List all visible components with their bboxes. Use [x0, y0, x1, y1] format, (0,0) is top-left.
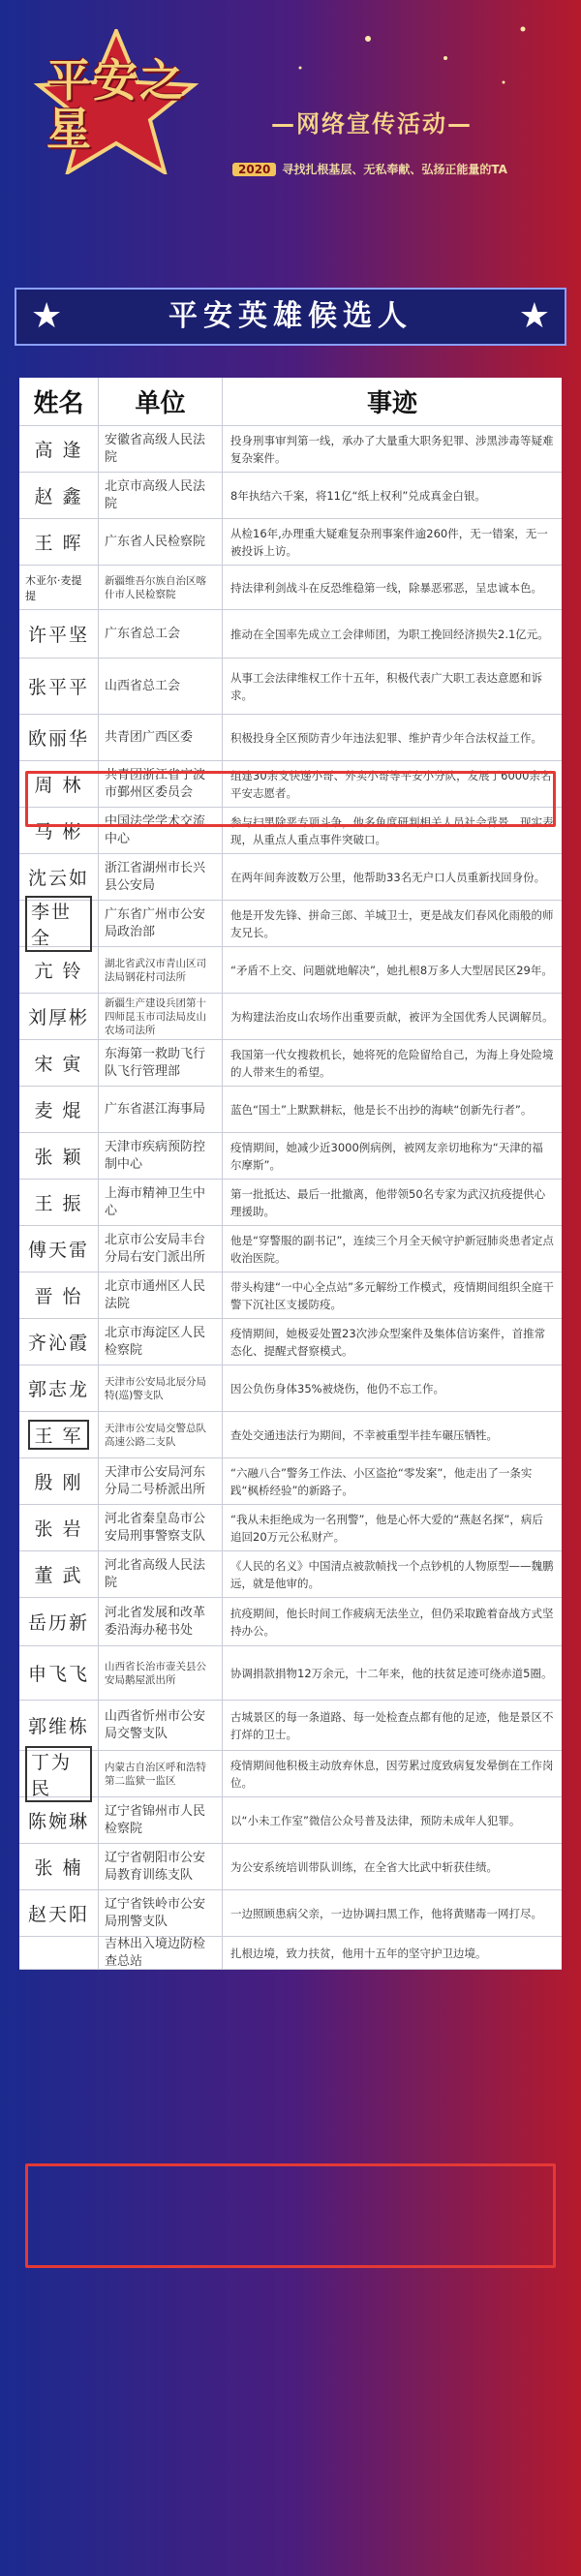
table-row [19, 1226, 562, 1273]
candidate-name-text: 殷 刚 [34, 1472, 83, 1493]
table-row [19, 1551, 562, 1598]
candidate-name-text: 宋 寅 [34, 1054, 83, 1075]
candidate-name [19, 947, 99, 993]
table-row [19, 994, 562, 1040]
candidate-deed: 投身刑事审判第一线，承办了大量重大职务犯罪、涉黑涉毒等疑难复杂案件。 [230, 433, 554, 465]
candidate-unit: 天津市疾病预防控制中心 [99, 1133, 223, 1179]
candidate-name-text: 晋 怡 [34, 1286, 83, 1307]
candidate-unit: 北京市海淀区人民检察院 [99, 1319, 223, 1365]
candidate-name [19, 1598, 99, 1645]
candidate-name-text: 亢 铃 [34, 961, 83, 982]
candidate-deed: 《人民的名义》中国清点被款帧找一个点钞机的人物原型——魏鹏远，就是他审的。 [230, 1558, 554, 1590]
candidate-name [19, 610, 99, 658]
candidate-name-text: 齐沁霞 [27, 1333, 89, 1354]
table-row [19, 519, 562, 566]
candidate-deed: 持法律利剑战斗在反恐维稳第一线，除暴恶邪恶，呈忠诚本色。 [230, 580, 542, 595]
left-star-icon: ★ [31, 296, 63, 336]
candidate-deed: 他是“穿警服的副书记”，连续三个月全天候守护新冠肺炎患者定点收治医院。 [230, 1233, 554, 1265]
candidate-deed: 我国第一代女搜救机长，她将死的危险留给自己，为海上身处险境的人带来生的希望。 [230, 1047, 554, 1079]
table-row [19, 610, 562, 659]
candidate-name-text: 欧丽华 [27, 728, 89, 750]
table-row [19, 1844, 562, 1890]
candidate-name [19, 519, 99, 565]
candidate-deed: 古城景区的每一条道路、每一处检查点都有他的足迹，他是景区不打烊的卫士。 [230, 1709, 554, 1741]
candidate-unit: 广东省广州市公安局政治部 [99, 901, 223, 946]
candidate-unit: 新疆生产建设兵团第十四师昆玉市司法局皮山农场司法所 [99, 994, 223, 1039]
candidate-name [19, 1844, 99, 1889]
table-row [19, 715, 562, 761]
candidate-name-text: 郭志龙 [27, 1379, 89, 1400]
candidate-deed: 从事工会法律维权工作十五年，积极代表广大职工表达意愿和诉求。 [230, 670, 542, 702]
candidate-deed: 抗疫期间，他长时间工作疲病无法坐立，但仍采取跪着奋战方式坚持办公。 [230, 1606, 554, 1638]
candidate-name [19, 1551, 99, 1597]
candidate-name-text: 王 振 [34, 1193, 83, 1214]
table-header [19, 378, 562, 426]
header-deed: 事迹 [366, 389, 417, 418]
table-row [19, 1040, 562, 1087]
candidate-deed: 一边照顾患病父亲，一边协调扫黑工作，他将黄赌毒一网打尽。 [230, 1906, 542, 1920]
candidate-name-text: 张平平 [27, 677, 89, 698]
candidate-name-text: 王 晖 [34, 533, 83, 554]
candidate-name [19, 1226, 99, 1272]
candidate-unit: 山西省总工会 [99, 659, 223, 714]
table-row [19, 854, 562, 901]
candidate-deed: “矛盾不上交、问题就地解决”，她扎根8万多人大型居民区29年。 [230, 963, 553, 977]
candidate-deed: 为公安系统培训带队训练，在全省大比武中斩获佳绩。 [230, 1859, 498, 1874]
candidate-table [19, 378, 562, 1970]
candidate-unit: 辽宁省铁岭市公安局刑警支队 [99, 1890, 223, 1936]
candidate-deed: “我从未拒绝成为一名刑警”，他是心怀大爱的“燕赵名探”，病后追回20万元公私财产。 [230, 1512, 543, 1544]
candidate-name-text: 赵 鑫 [34, 486, 83, 507]
candidate-name [19, 1319, 99, 1365]
candidate-deed: 8年执结六千案，将11亿“纸上权利”兑成真金白银。 [230, 488, 486, 503]
candidate-unit: 河北省高级人民法院 [99, 1551, 223, 1597]
candidate-deed: 协调捐款捐物12万余元，十二年来，他的扶贫足迹可绕赤道5圈。 [230, 1666, 553, 1680]
candidate-name-text: 木亚尔·麦提提 [25, 573, 82, 602]
candidate-unit: 广东省湛江海事局 [99, 1087, 223, 1132]
candidate-unit: 河北省秦皇岛市公安局刑事警察支队 [99, 1505, 223, 1550]
table-row [19, 1133, 562, 1180]
event-subtitle [232, 161, 507, 177]
candidate-deed: 疫情期间，她减少近3000例病例，被网友亲切地称为“天津的福尔摩斯”。 [230, 1140, 543, 1172]
candidate-deed: 参与扫黑除恶专项斗争，他多角度研判相关人员社会背景、现实表现，从重点人重点事件突破口。 [230, 814, 554, 846]
candidate-unit: 天津市公安局河东分局二号桥派出所 [99, 1458, 223, 1504]
candidate-name [19, 1505, 99, 1550]
candidate-deed: “六融八合”警务工作法、小区盗抢“零发案”，他走出了一条实践“枫桥经验”的新路子。 [230, 1465, 533, 1497]
table-row [19, 1890, 562, 1937]
year-badge: 2020 [232, 163, 276, 176]
table-row [19, 1087, 562, 1133]
candidate-deed: 查处交通违法行为期间，不幸被重型半挂车碾压牺牲。 [230, 1427, 498, 1442]
table-row [19, 1505, 562, 1551]
candidate-unit: 北京市通州区人民法院 [99, 1273, 223, 1318]
candidate-unit: 北京市高级人民法院 [99, 473, 223, 518]
candidate-name [19, 1646, 99, 1700]
candidate-deed: 从检16年,办理重大疑难复杂刑事案件逾260件，无一错案，无一被投诉上访。 [230, 526, 548, 558]
candidate-deed: 疫情期间他积极主动放弃休息，因劳累过度致病复发晕倒在工作岗位。 [230, 1758, 554, 1790]
candidate-name-text: 张 岩 [34, 1518, 83, 1540]
candidate-name-text: 申飞飞 [27, 1664, 89, 1685]
candidate-unit: 内蒙古自治区呼和浩特第二监狱一监区 [99, 1751, 223, 1796]
candidate-name-text: 张 楠 [34, 1857, 83, 1879]
right-star-icon: ★ [518, 296, 550, 336]
candidate-name [19, 426, 99, 472]
table-row [19, 1273, 562, 1319]
candidate-unit: 辽宁省朝阳市公安局教育训练支队 [99, 1844, 223, 1889]
candidate-name [19, 1040, 99, 1086]
candidate-name-text: 张 颖 [34, 1147, 83, 1168]
candidate-unit: 天津市公安局交警总队高速公路二支队 [99, 1412, 223, 1457]
candidate-name-text: 陈婉琳 [27, 1811, 89, 1832]
candidate-name [19, 1937, 99, 1969]
candidate-deed: 推动在全国率先成立工会律师团，为职工挽回经济损失2.1亿元。 [230, 627, 549, 641]
candidate-unit: 天津市公安局北辰分局特(巡)警支队 [99, 1365, 223, 1411]
candidate-name-text: 傅天雷 [27, 1240, 89, 1261]
table-row [19, 1458, 562, 1505]
candidate-unit: 新疆维吾尔族自治区喀什市人民检察院 [99, 566, 223, 609]
table-body [19, 426, 562, 1970]
table-row [19, 1180, 562, 1226]
candidate-name [19, 1458, 99, 1504]
candidate-unit: 东海第一救助飞行队飞行管理部 [99, 1040, 223, 1086]
event-slogan: —网络宣传活动— [271, 110, 473, 138]
candidate-unit: 共青团广西区委 [99, 715, 223, 760]
candidate-name-text: 周 林 [34, 775, 83, 796]
table-row [19, 1646, 562, 1701]
candidate-unit: 吉林出入境边防检查总站 [99, 1937, 223, 1969]
candidate-unit: 辽宁省锦州市人民检察院 [99, 1797, 223, 1843]
candidate-deed: 因公负伤身体35%被烧伤，他仍不忘工作。 [230, 1381, 445, 1395]
candidate-name [19, 473, 99, 518]
candidate-unit: 北京市公安局丰台分局右安门派出所 [99, 1226, 223, 1272]
candidate-deed: 以“小未工作室”微信公众号普及法律，预防未成年人犯罪。 [230, 1813, 521, 1827]
candidate-name-text: 岳历新 [27, 1612, 89, 1634]
candidate-unit: 广东省人民检察院 [99, 519, 223, 565]
highlight-box [25, 2163, 556, 2268]
candidate-name-text: 董 武 [34, 1565, 83, 1586]
candidate-deed: 扎根边境，致力扶贫，他用十五年的坚守护卫边境。 [230, 1946, 487, 1960]
table-row [19, 1751, 562, 1797]
candidate-deed: 组建30余支快递小哥、外卖小哥等平安小分队，发展了6000余名平安志愿者。 [230, 768, 552, 800]
candidate-name [19, 1180, 99, 1225]
candidate-name [19, 994, 99, 1039]
candidate-name [19, 1701, 99, 1750]
table-row [19, 1598, 562, 1646]
candidate-name [19, 659, 99, 714]
candidate-deed: 疫情期间，她极妥处置23次涉众型案件及集体信访案件，首推常态化、提醒式督察模式。 [230, 1326, 546, 1358]
candidate-name [19, 1797, 99, 1843]
candidate-name [19, 761, 99, 807]
candidate-name [19, 1133, 99, 1179]
table-row [19, 1797, 562, 1844]
table-row [19, 659, 562, 715]
candidate-name [19, 715, 99, 760]
candidate-unit: 广东省总工会 [99, 610, 223, 658]
candidate-deed: 第一批抵达、最后一批撤离，他带领50名专家为武汉抗疫提供心理援助。 [230, 1186, 546, 1218]
table-row [19, 1701, 562, 1751]
table-row [19, 1319, 562, 1365]
candidate-name-text: 丁为民 [25, 1746, 92, 1802]
candidate-deed: 在两年间奔波数万公里，他帮助33名无户口人员重新找回身份。 [230, 870, 546, 884]
candidate-name [19, 566, 99, 609]
candidate-name [19, 808, 99, 853]
candidate-name-text: 李世全 [25, 896, 92, 952]
candidate-name-text: 郭维栋 [27, 1716, 89, 1737]
candidate-deed: 积极投身全区预防青少年违法犯罪、维护青少年合法权益工作。 [230, 730, 542, 745]
table-row [19, 808, 562, 854]
table-row [19, 1365, 562, 1412]
candidate-unit: 浙江省湖州市长兴县公安局 [99, 854, 223, 900]
candidate-unit: 山西省忻州市公安局交警支队 [99, 1701, 223, 1750]
table-row [19, 1937, 562, 1970]
candidate-name [19, 854, 99, 900]
candidate-deed: 带头构建“一中心全点站”多元解纷工作模式，疫情期间组织全庭干警下沉社区支援防疫。 [230, 1279, 554, 1311]
candidate-name-text: 高 逢 [34, 440, 83, 461]
candidate-unit: 安徽省高级人民法院 [99, 426, 223, 472]
candidate-name [19, 1412, 99, 1457]
candidate-name [19, 901, 99, 949]
candidate-unit: 上海市精神卫生中心 [99, 1180, 223, 1225]
header-name: 姓名 [19, 378, 99, 425]
candidate-name-text: 赵天阳 [27, 1904, 89, 1925]
candidate-name-text: 王 军 [28, 1420, 88, 1450]
candidate-deed: 蓝色“国土”上默默耕耘，他是长不出抄的海峡“创新先行者”。 [230, 1102, 533, 1117]
table-row [19, 761, 562, 808]
candidate-name [19, 1751, 99, 1799]
section-title: 平安英雄候选人 [168, 299, 413, 333]
header [0, 0, 581, 184]
table-row [19, 566, 562, 610]
candidate-unit: 中国法学学术交流中心 [99, 808, 223, 853]
table-row [19, 947, 562, 994]
section-banner [14, 285, 567, 349]
candidate-name [19, 1365, 99, 1411]
logo-text: 平安之星 [46, 54, 186, 155]
subtitle-text: 寻找扎根基层、无私奉献、弘扬正能量的TA [282, 163, 507, 176]
table-row [19, 473, 562, 519]
table-row [19, 901, 562, 947]
candidate-unit: 河北省发展和改革委沿海办秘书处 [99, 1598, 223, 1645]
candidate-name [19, 1273, 99, 1318]
candidate-name-text: 许平坚 [27, 625, 89, 646]
candidate-deed: 为构建法治皮山农场作出重要贡献，被评为全国优秀人民调解员。 [230, 1009, 554, 1024]
table-row [19, 1412, 562, 1458]
header-unit: 单位 [99, 378, 223, 425]
candidate-name [19, 1890, 99, 1936]
candidate-deed: 他是开发先锋、拼命三郎、羊城卫士，更是战友们春风化雨般的师友兄长。 [230, 907, 554, 939]
candidate-unit: 共青团浙江省宁波市鄞州区委员会 [99, 761, 223, 807]
candidate-unit: 山西省长治市壶关县公安局鹅屋派出所 [99, 1646, 223, 1700]
candidate-name-text: 刘厚彬 [27, 1007, 89, 1028]
candidate-unit: 湖北省武汉市青山区司法局钢花村司法所 [99, 947, 223, 993]
candidate-name-text: 沈云如 [27, 868, 89, 889]
candidate-name [19, 1087, 99, 1132]
candidate-name-text: 麦 焜 [34, 1100, 83, 1121]
candidate-name-text: 马 彬 [34, 821, 83, 843]
table-row [19, 426, 562, 473]
